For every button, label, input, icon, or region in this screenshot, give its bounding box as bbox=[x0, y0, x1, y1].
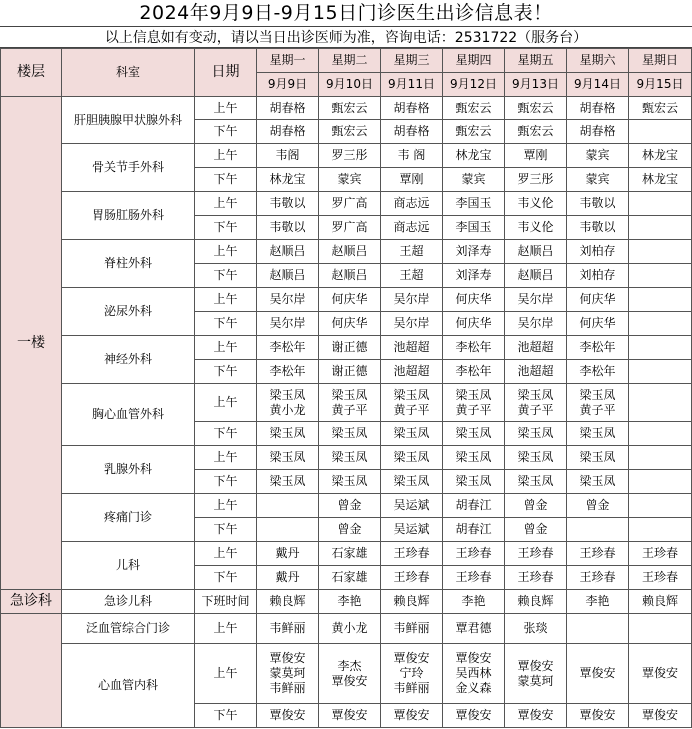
doctor-cell: 何庆华 bbox=[567, 312, 629, 336]
doctor-name: 梁玉凤 bbox=[455, 387, 492, 402]
doctor-name: 李杰 bbox=[337, 658, 362, 673]
doctor-name: 黄子平 bbox=[393, 402, 430, 417]
doctor-cell: 吴运斌 bbox=[381, 518, 443, 542]
dept-cell: 神经外科 bbox=[62, 336, 195, 384]
doctor-cell bbox=[629, 446, 692, 470]
doctor-cell bbox=[629, 288, 692, 312]
doctor-cell: 吴尔岸 bbox=[381, 312, 443, 336]
doctor-cell bbox=[505, 644, 567, 704]
page-subtitle: 以上信息如有变动，请以当日出诊医师为准，咨询电话：2531722（服务台） bbox=[0, 26, 692, 48]
doctor-cell: 王珍春 bbox=[505, 542, 567, 566]
doctor-name: 覃俊安 bbox=[517, 658, 554, 673]
doctor-cell bbox=[567, 518, 629, 542]
doctor-name: 黄子平 bbox=[331, 402, 368, 417]
doctor-name: 金义森 bbox=[455, 681, 492, 695]
dept-cell: 胸心血管外科 bbox=[62, 384, 195, 446]
doctor-cell: 刘柏存 bbox=[567, 264, 629, 288]
doctor-cell: 甄宏云 bbox=[443, 120, 505, 144]
period-cell: 上午 bbox=[195, 644, 257, 704]
period-cell: 下午 bbox=[195, 360, 257, 384]
doctor-cell bbox=[629, 216, 692, 240]
doctor-cell: 罗广高 bbox=[319, 192, 381, 216]
doctor-cell: 胡春格 bbox=[257, 120, 319, 144]
table-row bbox=[1, 240, 692, 264]
doctor-cell: 蒙宾 bbox=[567, 144, 629, 168]
doctor-cell: 蒙宾 bbox=[567, 168, 629, 192]
weekday-header: 星期五 bbox=[505, 49, 567, 73]
doctor-cell: 刘泽寿 bbox=[443, 240, 505, 264]
doctor-cell: 李松年 bbox=[257, 360, 319, 384]
table-row bbox=[1, 97, 692, 120]
doctor-cell: 李国玉 bbox=[443, 192, 505, 216]
date-header: 9月13日 bbox=[505, 73, 567, 97]
floor-header: 楼层 bbox=[1, 49, 62, 97]
doctor-cell: 韦鲜丽 bbox=[257, 614, 319, 644]
doctor-cell: 胡春江 bbox=[443, 494, 505, 518]
doctor-name: 吴西林 bbox=[455, 666, 492, 680]
doctor-cell: 商志远 bbox=[381, 192, 443, 216]
doctor-cell: 王超 bbox=[381, 264, 443, 288]
doctor-cell: 吴尔岸 bbox=[505, 288, 567, 312]
doctor-name: 覃俊安 bbox=[393, 651, 430, 665]
doctor-cell: 商志远 bbox=[381, 216, 443, 240]
doctor-cell: 李艳 bbox=[319, 590, 381, 614]
dept-cell: 疼痛门诊 bbox=[62, 494, 195, 542]
doctor-cell: 曾金 bbox=[319, 494, 381, 518]
doctor-cell: 韦义伦 bbox=[505, 216, 567, 240]
doctor-cell bbox=[257, 518, 319, 542]
doctor-cell: 李松年 bbox=[257, 336, 319, 360]
dept-cell: 儿科 bbox=[62, 542, 195, 590]
doctor-cell: 覃俊安 bbox=[319, 704, 381, 728]
doctor-cell: 李松年 bbox=[443, 336, 505, 360]
dept-cell: 心血管内科 bbox=[62, 644, 195, 728]
doctor-cell: 韦阁 bbox=[257, 144, 319, 168]
doctor-cell: 罗三彤 bbox=[505, 168, 567, 192]
doctor-cell: 赖良辉 bbox=[381, 590, 443, 614]
doctor-cell: 覃君德 bbox=[443, 614, 505, 644]
doctor-name: 蒙莫珂 bbox=[517, 673, 554, 688]
doctor-cell: 胡春格 bbox=[381, 120, 443, 144]
doctor-cell: 赵顺吕 bbox=[257, 264, 319, 288]
doctor-cell: 甄宏云 bbox=[629, 97, 692, 120]
table-row bbox=[1, 446, 692, 470]
doctor-cell: 梁玉凤 bbox=[567, 470, 629, 494]
weekday-header: 星期六 bbox=[567, 49, 629, 73]
period-cell: 上午 bbox=[195, 542, 257, 566]
doctor-cell bbox=[629, 518, 692, 542]
doctor-cell: 梁玉凤 bbox=[567, 422, 629, 446]
schedule-table bbox=[0, 48, 692, 728]
doctor-cell: 林龙宝 bbox=[257, 168, 319, 192]
doctor-cell: 蒙宾 bbox=[319, 168, 381, 192]
doctor-cell: 蒙宾 bbox=[443, 168, 505, 192]
doctor-cell: 王珍春 bbox=[381, 542, 443, 566]
doctor-cell: 覃俊安 bbox=[629, 644, 692, 704]
doctor-name: 梁玉凤 bbox=[579, 387, 616, 402]
doctor-cell: 覃俊安 bbox=[505, 704, 567, 728]
floor-cell: 急诊科 bbox=[1, 590, 62, 614]
doctor-cell: 梁玉凤 bbox=[381, 422, 443, 446]
table-row bbox=[1, 590, 692, 614]
dept-cell: 急诊儿科 bbox=[62, 590, 195, 614]
doctor-cell: 胡春格 bbox=[257, 97, 319, 120]
doctor-cell: 曾金 bbox=[567, 494, 629, 518]
doctor-cell bbox=[629, 312, 692, 336]
doctor-cell: 梁玉凤 bbox=[257, 446, 319, 470]
doctor-cell: 赵顺吕 bbox=[505, 264, 567, 288]
doctor-cell bbox=[629, 240, 692, 264]
period-cell: 上午 bbox=[195, 97, 257, 120]
doctor-cell: 王珍春 bbox=[567, 542, 629, 566]
doctor-cell: 罗三彤 bbox=[319, 144, 381, 168]
doctor-cell: 何庆华 bbox=[319, 312, 381, 336]
doctor-cell: 梁玉凤 bbox=[319, 422, 381, 446]
table-row bbox=[1, 384, 692, 422]
period-cell: 上午 bbox=[195, 446, 257, 470]
doctor-name: 覃俊安 bbox=[331, 673, 368, 688]
period-cell: 上午 bbox=[195, 614, 257, 644]
dept-cell: 胃肠肛肠外科 bbox=[62, 192, 195, 240]
doctor-cell: 覃刚 bbox=[505, 144, 567, 168]
doctor-cell: 甄宏云 bbox=[319, 97, 381, 120]
doctor-cell: 戴丹 bbox=[257, 542, 319, 566]
doctor-cell: 韦义伦 bbox=[505, 192, 567, 216]
doctor-name: 梁玉凤 bbox=[331, 387, 368, 402]
doctor-cell: 甄宏云 bbox=[319, 120, 381, 144]
doctor-cell: 王珍春 bbox=[381, 566, 443, 590]
weekday-header: 星期四 bbox=[443, 49, 505, 73]
period-cell: 下午 bbox=[195, 566, 257, 590]
doctor-cell: 王珍春 bbox=[443, 566, 505, 590]
doctor-cell bbox=[629, 336, 692, 360]
table-row bbox=[1, 288, 692, 312]
weekday-header: 星期一 bbox=[257, 49, 319, 73]
doctor-cell: 李艳 bbox=[567, 590, 629, 614]
doctor-cell: 赵顺吕 bbox=[319, 240, 381, 264]
floor-cell bbox=[1, 614, 62, 728]
doctor-cell: 梁玉凤 bbox=[381, 470, 443, 494]
doctor-cell bbox=[629, 494, 692, 518]
doctor-cell: 胡春格 bbox=[567, 120, 629, 144]
doctor-cell: 覃刚 bbox=[381, 168, 443, 192]
doctor-name: 梁玉凤 bbox=[517, 387, 554, 402]
dept-cell: 泌尿外科 bbox=[62, 288, 195, 336]
doctor-cell: 李松年 bbox=[567, 360, 629, 384]
doctor-name: 黄子平 bbox=[517, 402, 554, 417]
doctor-name: 覃俊安 bbox=[455, 651, 492, 665]
period-cell: 上午 bbox=[195, 192, 257, 216]
page-title: 2024年9月9日-9月15日门诊医生出诊信息表！ bbox=[139, 2, 553, 24]
date-header: 9月9日 bbox=[257, 73, 319, 97]
doctor-cell: 赵顺吕 bbox=[257, 240, 319, 264]
doctor-cell: 梁玉凤 bbox=[505, 470, 567, 494]
dept-cell: 骨关节手外科 bbox=[62, 144, 195, 192]
doctor-cell: 胡春格 bbox=[381, 97, 443, 120]
doctor-cell bbox=[257, 494, 319, 518]
date-header: 9月11日 bbox=[381, 73, 443, 97]
doctor-cell: 赵顺吕 bbox=[319, 264, 381, 288]
period-cell: 上午 bbox=[195, 384, 257, 422]
doctor-cell: 梁玉凤 bbox=[443, 446, 505, 470]
doctor-cell: 甄宏云 bbox=[505, 97, 567, 120]
doctor-name: 覃俊安 bbox=[269, 651, 306, 665]
doctor-cell: 赵顺吕 bbox=[505, 240, 567, 264]
period-cell: 下午 bbox=[195, 422, 257, 446]
doctor-cell: 吴运斌 bbox=[381, 494, 443, 518]
period-cell: 下午 bbox=[195, 168, 257, 192]
doctor-cell: 韦敬以 bbox=[257, 216, 319, 240]
doctor-cell: 韦敬以 bbox=[257, 192, 319, 216]
doctor-cell: 黄小龙 bbox=[319, 614, 381, 644]
doctor-name: 梁玉凤 bbox=[269, 387, 306, 402]
table-row bbox=[1, 192, 692, 216]
period-cell: 上午 bbox=[195, 336, 257, 360]
doctor-cell: 赖良辉 bbox=[629, 590, 692, 614]
doctor-name: 韦鲜丽 bbox=[393, 681, 430, 695]
doctor-cell: 刘泽寿 bbox=[443, 264, 505, 288]
doctor-cell bbox=[257, 384, 319, 422]
doctor-cell: 梁玉凤 bbox=[319, 470, 381, 494]
doctor-cell bbox=[319, 644, 381, 704]
doctor-cell: 覃俊安 bbox=[381, 704, 443, 728]
doctor-cell: 池超超 bbox=[505, 336, 567, 360]
doctor-cell bbox=[567, 384, 629, 422]
table-row bbox=[1, 144, 692, 168]
doctor-cell: 池超超 bbox=[381, 360, 443, 384]
dept-cell: 脊柱外科 bbox=[62, 240, 195, 288]
doctor-cell: 梁玉凤 bbox=[567, 446, 629, 470]
doctor-cell: 甄宏云 bbox=[505, 120, 567, 144]
period-cell: 上午 bbox=[195, 144, 257, 168]
period-header: 日期 bbox=[195, 49, 257, 97]
doctor-cell bbox=[505, 384, 567, 422]
doctor-name: 黄子平 bbox=[455, 402, 492, 417]
doctor-cell bbox=[629, 614, 692, 644]
doctor-cell: 何庆华 bbox=[567, 288, 629, 312]
date-header: 9月14日 bbox=[567, 73, 629, 97]
doctor-cell: 吴尔岸 bbox=[257, 288, 319, 312]
dept-header: 科室 bbox=[62, 49, 195, 97]
doctor-cell: 林龙宝 bbox=[443, 144, 505, 168]
date-header: 9月15日 bbox=[629, 73, 692, 97]
table-row bbox=[1, 614, 692, 644]
doctor-cell bbox=[567, 614, 629, 644]
doctor-cell bbox=[629, 264, 692, 288]
doctor-cell: 曾金 bbox=[505, 494, 567, 518]
doctor-cell: 何庆华 bbox=[443, 312, 505, 336]
doctor-cell: 曾金 bbox=[505, 518, 567, 542]
doctor-cell bbox=[319, 384, 381, 422]
doctor-cell: 梁玉凤 bbox=[505, 446, 567, 470]
doctor-cell bbox=[443, 384, 505, 422]
doctor-cell: 林龙宝 bbox=[629, 144, 692, 168]
doctor-name: 黄子平 bbox=[579, 402, 616, 417]
doctor-cell: 覃俊安 bbox=[443, 704, 505, 728]
doctor-cell: 赖良辉 bbox=[257, 590, 319, 614]
doctor-cell: 池超超 bbox=[381, 336, 443, 360]
doctor-cell: 李艳 bbox=[443, 590, 505, 614]
doctor-cell: 覃俊安 bbox=[629, 704, 692, 728]
doctor-cell: 林龙宝 bbox=[629, 168, 692, 192]
period-cell: 下午 bbox=[195, 704, 257, 728]
period-cell: 下午 bbox=[195, 312, 257, 336]
period-cell: 下班时间 bbox=[195, 590, 257, 614]
table-row bbox=[1, 494, 692, 518]
doctor-cell: 何庆华 bbox=[443, 288, 505, 312]
period-cell: 下午 bbox=[195, 216, 257, 240]
doctor-cell: 韦 阁 bbox=[381, 144, 443, 168]
period-cell: 上午 bbox=[195, 240, 257, 264]
doctor-cell: 吴尔岸 bbox=[381, 288, 443, 312]
doctor-cell bbox=[381, 644, 443, 704]
doctor-name: 蒙莫珂 bbox=[269, 666, 306, 680]
doctor-cell bbox=[629, 422, 692, 446]
doctor-name: 梁玉凤 bbox=[393, 387, 430, 402]
doctor-cell bbox=[629, 360, 692, 384]
doctor-cell: 赖良辉 bbox=[505, 590, 567, 614]
table-row bbox=[1, 542, 692, 566]
doctor-cell: 王珍春 bbox=[567, 566, 629, 590]
doctor-cell bbox=[257, 644, 319, 704]
doctor-cell bbox=[629, 470, 692, 494]
doctor-cell: 罗广高 bbox=[319, 216, 381, 240]
doctor-cell bbox=[629, 120, 692, 144]
doctor-cell: 何庆华 bbox=[319, 288, 381, 312]
doctor-cell bbox=[443, 644, 505, 704]
doctor-cell: 梁玉凤 bbox=[257, 422, 319, 446]
weekday-header: 星期二 bbox=[319, 49, 381, 73]
weekday-header: 星期三 bbox=[381, 49, 443, 73]
doctor-cell: 李松年 bbox=[567, 336, 629, 360]
doctor-cell: 胡春江 bbox=[443, 518, 505, 542]
doctor-cell: 吴尔岸 bbox=[505, 312, 567, 336]
doctor-cell: 梁玉凤 bbox=[381, 446, 443, 470]
doctor-cell: 王超 bbox=[381, 240, 443, 264]
date-header: 9月10日 bbox=[319, 73, 381, 97]
dept-cell: 泛血管综合门诊 bbox=[62, 614, 195, 644]
period-cell: 上午 bbox=[195, 288, 257, 312]
doctor-cell: 覃俊安 bbox=[567, 704, 629, 728]
doctor-cell: 梁玉凤 bbox=[505, 422, 567, 446]
doctor-name: 黄小龙 bbox=[269, 402, 306, 417]
weekday-header: 星期日 bbox=[629, 49, 692, 73]
table-row bbox=[1, 336, 692, 360]
doctor-cell: 梁玉凤 bbox=[257, 470, 319, 494]
period-cell: 上午 bbox=[195, 494, 257, 518]
period-cell: 下午 bbox=[195, 518, 257, 542]
doctor-name: 宁玲 bbox=[399, 666, 424, 680]
doctor-cell: 梁玉凤 bbox=[319, 446, 381, 470]
doctor-cell bbox=[381, 384, 443, 422]
floor-cell: 一楼 bbox=[1, 97, 62, 590]
period-cell: 下午 bbox=[195, 470, 257, 494]
doctor-cell: 王珍春 bbox=[629, 542, 692, 566]
doctor-cell: 覃俊安 bbox=[257, 704, 319, 728]
dept-cell: 乳腺外科 bbox=[62, 446, 195, 494]
doctor-name: 韦鲜丽 bbox=[269, 681, 306, 695]
doctor-cell: 刘柏存 bbox=[567, 240, 629, 264]
doctor-cell bbox=[629, 384, 692, 422]
doctor-cell: 梁玉凤 bbox=[443, 470, 505, 494]
doctor-cell: 吴尔岸 bbox=[257, 312, 319, 336]
doctor-cell: 曾金 bbox=[319, 518, 381, 542]
doctor-cell: 韦敬以 bbox=[567, 216, 629, 240]
doctor-cell: 戴丹 bbox=[257, 566, 319, 590]
doctor-cell: 池超超 bbox=[505, 360, 567, 384]
doctor-cell: 韦鲜丽 bbox=[381, 614, 443, 644]
date-header: 9月12日 bbox=[443, 73, 505, 97]
doctor-cell: 王珍春 bbox=[443, 542, 505, 566]
doctor-cell: 王珍春 bbox=[629, 566, 692, 590]
doctor-cell: 谢正德 bbox=[319, 360, 381, 384]
doctor-cell: 覃俊安 bbox=[567, 644, 629, 704]
doctor-cell: 石家雄 bbox=[319, 566, 381, 590]
doctor-cell: 张琰 bbox=[505, 614, 567, 644]
dept-cell: 肝胆胰腺甲状腺外科 bbox=[62, 97, 195, 144]
doctor-cell: 李国玉 bbox=[443, 216, 505, 240]
doctor-cell: 石家雄 bbox=[319, 542, 381, 566]
doctor-cell: 胡春格 bbox=[567, 97, 629, 120]
doctor-cell: 谢正德 bbox=[319, 336, 381, 360]
doctor-cell: 王珍春 bbox=[505, 566, 567, 590]
doctor-cell: 李松年 bbox=[443, 360, 505, 384]
period-cell: 下午 bbox=[195, 120, 257, 144]
doctor-cell: 梁玉凤 bbox=[443, 422, 505, 446]
doctor-cell: 韦敬以 bbox=[567, 192, 629, 216]
table-row bbox=[1, 644, 692, 704]
doctor-cell: 甄宏云 bbox=[443, 97, 505, 120]
doctor-cell bbox=[629, 192, 692, 216]
period-cell: 下午 bbox=[195, 264, 257, 288]
